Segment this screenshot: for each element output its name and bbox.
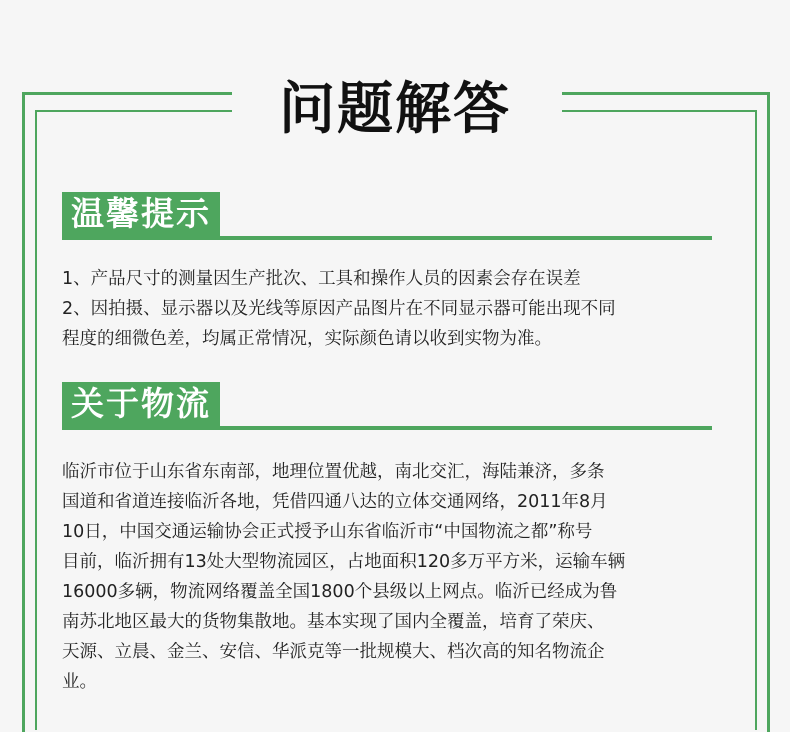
paragraph-line: 南苏北地区最大的货物集散地。基本实现了国内全覆盖，培育了荣庆、 xyxy=(62,612,605,632)
paragraph-line: 程度的细微色差，均属正常情况，实际颜色请以收到实物为准。 xyxy=(62,329,552,349)
section-heading-logistics xyxy=(62,382,712,430)
section-heading-tips xyxy=(62,192,712,240)
paragraph-line: 国道和省道连接临沂各地，凭借四通八达的立体交通网络，2011年8月 xyxy=(62,492,608,512)
paragraph-line: 16000多辆，物流网络覆盖全国1800个县级以上网点。临沂已经成为鲁 xyxy=(62,582,618,602)
page-title: 问题解答 xyxy=(279,77,511,142)
paragraph-line: 业。 xyxy=(62,672,97,692)
paragraph-line: 天源、立晨、金兰、安信、华派克等一批规模大、档次高的知名物流企 xyxy=(62,642,605,662)
paragraph-line: 临沂市位于山东省东南部，地理位置优越，南北交汇，海陆兼济，多条 xyxy=(62,462,605,482)
section-heading-label: 温馨提示 xyxy=(62,192,220,236)
logistics-paragraph xyxy=(62,457,722,697)
tips-paragraph xyxy=(62,264,722,354)
section-heading-label: 关于物流 xyxy=(62,382,220,426)
paragraph-line: 1、产品尺寸的测量因生产批次、工具和操作人员的因素会存在误差 xyxy=(62,269,581,289)
section-divider xyxy=(62,426,712,430)
section-divider xyxy=(62,236,712,240)
paragraph-line: 2、因拍摄、显示器以及光线等原因产品图片在不同显示器可能出现不同 xyxy=(62,299,616,319)
paragraph-line: 目前，临沂拥有13处大型物流园区，占地面积120多万平方米，运输车辆 xyxy=(62,552,626,572)
paragraph-line: 10日，中国交通运输协会正式授予山东省临沂市“中国物流之都”称号 xyxy=(62,522,593,542)
